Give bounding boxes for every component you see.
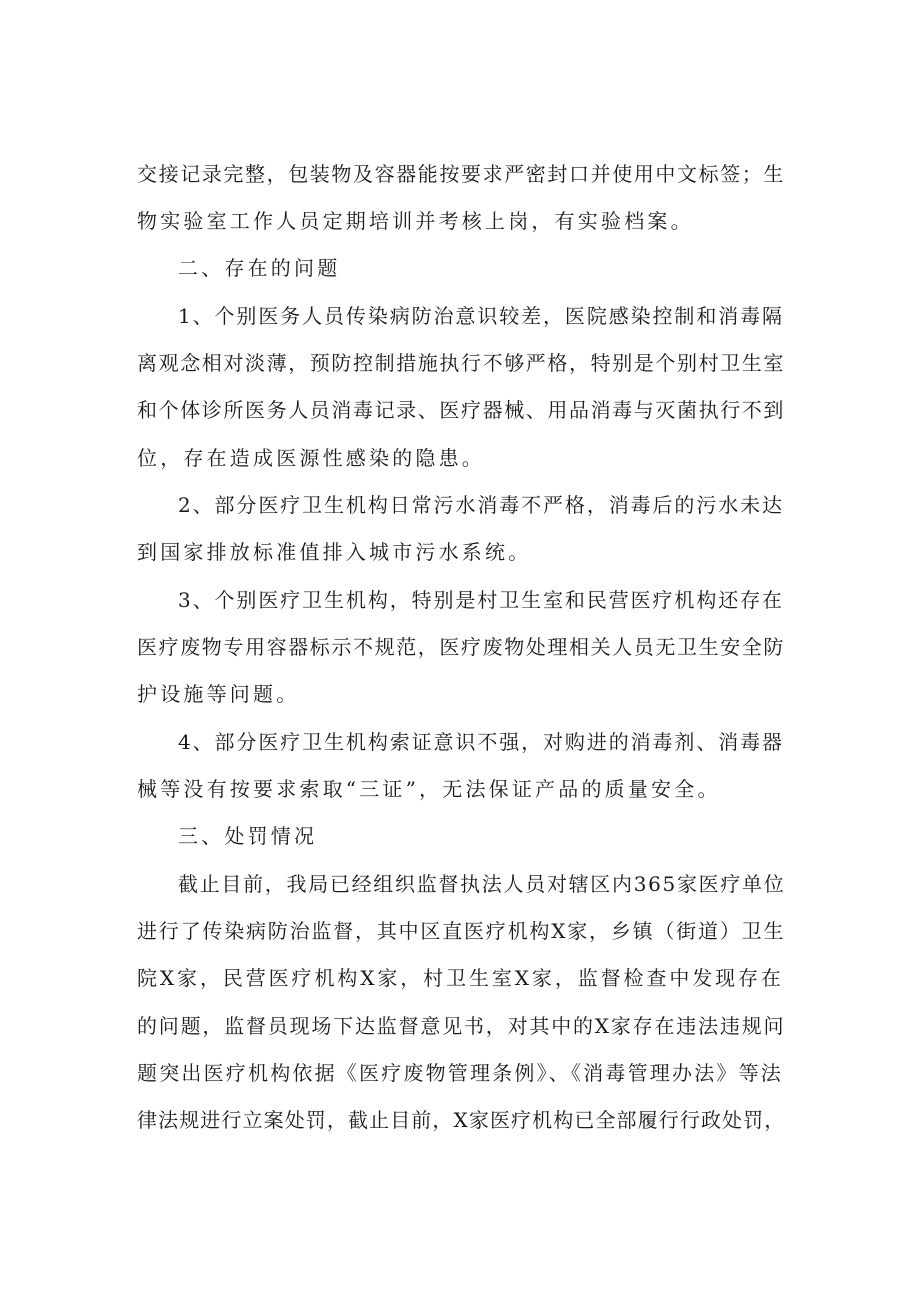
text-line: 护设施等问题。 bbox=[137, 682, 300, 706]
text-line: 4、部分医疗卫生机构索证意识不强，对购进的消毒剂、消毒器 bbox=[178, 730, 784, 754]
text-line: 题突出医疗机构依据《医疗废物管理条例》、《消毒管理办法》等法 bbox=[137, 1061, 783, 1085]
text-line: 医疗废物专用容器标示不规范，医疗废物处理相关人员无卫生安全防 bbox=[137, 635, 785, 659]
text-line: 院X家，民营医疗机构X家，村卫生室X家，监督检查中发现存在 bbox=[137, 966, 784, 990]
section-heading: 三、处罚情况 bbox=[178, 824, 318, 848]
text-line: 和个体诊所医务人员消毒记录、医疗器械、用品消毒与灭菌执行不到 bbox=[137, 398, 785, 422]
text-line: 的问题，监督员现场下达监督意见书，对其中的X家存在违法违规问 bbox=[137, 1014, 786, 1038]
text-line: 进行了传染病防治监督，其中区直医疗机构X家，乡镇（街道）卫生 bbox=[137, 919, 786, 943]
text-line: 3、个别医疗卫生机构，特别是村卫生室和民营医疗机构还存在 bbox=[178, 588, 784, 612]
text-line: 械等没有按要求索取“三证”，无法保证产品的质量安全。 bbox=[137, 777, 721, 801]
text-line: 位，存在造成医源性感染的隐患。 bbox=[137, 446, 485, 470]
section-heading: 二、存在的问题 bbox=[178, 256, 341, 280]
text-line: 2、部分医疗卫生机构日常污水消毒不严格，消毒后的污水未达 bbox=[178, 493, 784, 517]
text-line: 截止目前，我局已经组织监督执法人员对辖区内365家医疗单位 bbox=[178, 872, 786, 896]
text-line: 到国家排放标准值排入城市污水系统。 bbox=[137, 540, 532, 564]
text-line: 离观念相对淡薄，预防控制措施执行不够严格，特别是个别村卫生室 bbox=[137, 351, 785, 375]
text-line: 交接记录完整，包装物及容器能按要求严密封口并使用中文标签；生 bbox=[137, 162, 785, 186]
text-line: 1、个别医务人员传染病防治意识较差，医院感染控制和消毒隔 bbox=[178, 304, 784, 328]
text-line: 律法规进行立案处罚，截止目前，X家医疗机构已全部履行行政处罚， bbox=[137, 1108, 786, 1132]
text-line: 物实验室工作人员定期培训并考核上岗，有实验档案。 bbox=[137, 209, 694, 233]
